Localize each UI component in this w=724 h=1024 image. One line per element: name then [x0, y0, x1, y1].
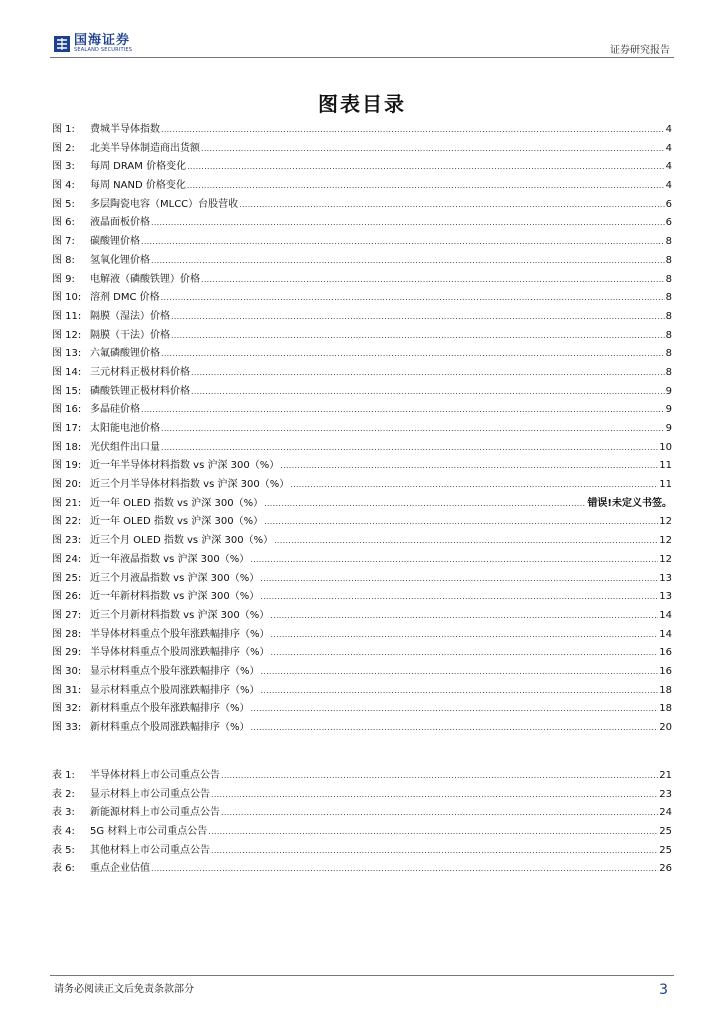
toc-dot-leader	[151, 860, 658, 879]
figure-toc-entry[interactable]	[52, 177, 672, 196]
toc-dot-leader	[264, 495, 586, 514]
toc-entry-title[interactable]: 近一年 OLED 指数 vs 沪深 300（%）	[90, 516, 264, 528]
figure-toc-entry[interactable]	[52, 214, 672, 233]
toc-entry-title[interactable]: 新材料重点个股年涨跌幅排序（%）	[90, 703, 250, 715]
figure-toc-entry[interactable]	[52, 327, 672, 346]
toc-entry-title[interactable]: 太阳能电池价格	[90, 423, 160, 434]
toc-dot-leader	[261, 682, 659, 701]
toc-entry-label: 图 7:	[52, 236, 75, 248]
toc-entry-title[interactable]: 氢氧化锂价格	[90, 254, 150, 266]
toc-entry-title[interactable]: 多层陶瓷电容（MLCC）台股营收	[90, 198, 239, 210]
toc-entry-title[interactable]: 半导体材料重点个股周涨跌幅排序（%）	[90, 647, 270, 659]
toc-entry-title[interactable]: 近一年新材料指数 vs 沪深 300（%）	[90, 591, 260, 603]
toc-entry-label: 图 12:	[52, 329, 82, 341]
figure-toc-entry[interactable]	[52, 308, 672, 327]
toc-entry-label: 图 33:	[52, 722, 82, 733]
toc-dot-leader	[251, 719, 659, 738]
figure-toc-entry[interactable]	[52, 420, 672, 439]
toc-entry-page: 8	[665, 292, 672, 304]
figure-toc-entry[interactable]	[52, 495, 672, 514]
figure-toc-entry[interactable]	[52, 607, 672, 626]
figure-toc-entry[interactable]	[52, 457, 672, 476]
toc-entry-title[interactable]: 近一年半导体材料指数 vs 沪深 300（%）	[90, 460, 280, 472]
toc-entry-page: 21	[659, 770, 672, 781]
toc-dot-leader	[250, 551, 658, 570]
toc-entry-page: 25	[659, 844, 672, 856]
toc-dot-leader	[264, 513, 658, 532]
toc-entry-title[interactable]: 隔膜（湿法）价格	[90, 310, 170, 322]
toc-entry-title[interactable]: 新能源材料上市公司重点公告	[90, 807, 220, 819]
toc-dot-leader	[151, 252, 665, 271]
toc-dot-leader	[271, 644, 659, 663]
table-toc-entry[interactable]	[52, 842, 672, 861]
toc-entry-title[interactable]: 碳酸锂价格	[90, 236, 140, 248]
toc-entry-label: 图 14:	[52, 366, 82, 378]
toc-dot-leader	[261, 663, 659, 682]
toc-entry-page: 8	[665, 329, 672, 341]
toc-entry-title[interactable]: 液晶面板价格	[90, 217, 150, 229]
toc-entry-page: 11	[659, 479, 672, 491]
toc-dot-leader	[211, 842, 658, 861]
figure-toc-entry[interactable]	[52, 682, 672, 701]
toc-entry-page: 14	[659, 609, 672, 621]
toc-entry-page: 26	[659, 863, 672, 875]
page-number: 3	[659, 982, 668, 998]
toc-dot-leader	[201, 140, 665, 159]
toc-entry-title[interactable]: 近三个月新材料指数 vs 沪深 300（%）	[90, 609, 270, 621]
toc-entry-label: 表 2:	[52, 788, 75, 800]
toc-entry-page: 9	[665, 385, 672, 397]
toc-entry-title[interactable]: 六氟磷酸锂价格	[90, 348, 160, 360]
figure-toc-entry[interactable]	[52, 233, 672, 252]
figure-toc-entry[interactable]	[52, 476, 672, 495]
toc-dot-leader	[201, 271, 665, 290]
toc-entry-label: 图 15:	[52, 385, 82, 397]
toc-dot-leader	[161, 121, 665, 140]
toc-entry-page: 8	[665, 254, 672, 266]
table-toc-entry[interactable]	[52, 823, 672, 842]
footer-disclaimer: 请务必阅读正文后免责条款部分	[54, 984, 194, 995]
toc-entry-title[interactable]: 三元材料正极材料价格	[90, 366, 190, 378]
figure-toc-entry[interactable]	[52, 588, 672, 607]
toc-entry-label: 图 27:	[52, 609, 82, 621]
figure-toc-entry[interactable]	[52, 551, 672, 570]
toc-entry-title[interactable]: 磷酸铁锂正极材料价格	[90, 385, 190, 397]
toc-entry-label: 图 23:	[52, 535, 82, 547]
figure-toc-entry[interactable]	[52, 570, 672, 589]
toc-dot-leader	[151, 214, 665, 233]
figure-toc-entry[interactable]	[52, 364, 672, 383]
figure-toc-entry[interactable]	[52, 719, 672, 738]
toc-entry-page: 13	[659, 591, 672, 603]
toc-entry-page: 11	[659, 460, 672, 472]
toc-dot-leader	[161, 439, 658, 458]
toc-entry-label: 图 20:	[52, 479, 82, 491]
toc-entry-label: 图 29:	[52, 647, 82, 659]
toc-entry-page: 24	[659, 807, 672, 819]
toc-entry-title[interactable]: 光伏组件出口量	[90, 441, 160, 453]
figure-toc-entry[interactable]	[52, 289, 672, 308]
toc-entry-page: 4	[665, 180, 672, 192]
toc-entry-title[interactable]: 显示材料上市公司重点公告	[90, 788, 210, 800]
figure-toc-entry[interactable]	[52, 663, 672, 682]
figure-toc-entry[interactable]	[52, 158, 672, 177]
toc-entry-page: 8	[665, 348, 672, 360]
toc-entry-label: 图 8:	[52, 254, 75, 266]
page-header	[0, 0, 724, 60]
figure-toc-entry[interactable]	[52, 700, 672, 719]
figure-toc-entry[interactable]	[52, 121, 672, 140]
toc-dot-leader	[161, 345, 665, 364]
toc-entry-title[interactable]: 溶剂 DMC 价格	[90, 292, 160, 304]
figure-toc-entry[interactable]	[52, 196, 672, 215]
figure-toc-entry[interactable]	[52, 383, 672, 402]
toc-dot-leader	[239, 196, 664, 215]
toc-entry-label: 图 13:	[52, 348, 82, 360]
toc-entry-page: 14	[659, 628, 672, 640]
toc-entry-label: 图 16:	[52, 404, 82, 416]
sealand-logo-icon	[54, 36, 70, 52]
toc-entry-title[interactable]: 费城半导体指数	[90, 124, 160, 135]
toc-dot-leader	[171, 327, 665, 346]
toc-entry-title[interactable]: 近三个月液晶指数 vs 沪深 300（%）	[90, 572, 260, 584]
figure-toc-entry[interactable]	[52, 140, 672, 159]
toc-entry-page: 12	[659, 535, 672, 547]
toc-entry-title[interactable]: 多晶硅价格	[90, 404, 140, 416]
toc-entry-label: 图 24:	[52, 553, 82, 565]
toc-entry-label: 图 9:	[52, 273, 75, 285]
figure-toc-entry[interactable]	[52, 401, 672, 420]
toc-dot-leader	[171, 308, 665, 327]
toc-entry-page: 8	[665, 273, 672, 285]
figure-toc-entry[interactable]	[52, 626, 672, 645]
figure-toc-entry[interactable]	[52, 532, 672, 551]
toc-entry-label: 图 25:	[52, 572, 82, 584]
toc-entry-label: 图 31:	[52, 684, 82, 696]
footer-divider	[50, 975, 674, 976]
toc-entry-title[interactable]: 半导体材料上市公司重点公告	[90, 770, 220, 781]
toc-entry-label: 图 3:	[52, 161, 75, 173]
toc-entry-label: 图 32:	[52, 703, 82, 715]
toc-entry-title[interactable]: 北美半导体制造商出货额	[90, 142, 200, 154]
toc-dot-leader	[141, 233, 665, 252]
toc-dot-leader	[211, 786, 658, 805]
toc-entry-page: 18	[659, 703, 672, 715]
figure-toc-entry[interactable]	[52, 644, 672, 663]
toc-entry-page: 8	[665, 236, 672, 248]
toc-dot-leader	[187, 158, 665, 177]
toc-entry-title[interactable]: 近三个月 OLED 指数 vs 沪深 300（%）	[90, 535, 274, 547]
toc-entry-label: 图 1:	[52, 124, 75, 135]
toc-entry-label: 图 5:	[52, 198, 75, 210]
figure-toc-entry[interactable]	[52, 345, 672, 364]
toc-dot-leader	[191, 364, 665, 383]
toc-entry-title[interactable]: 每周 DRAM 价格变化	[90, 161, 187, 173]
report-type-label: 证券研究报告	[610, 45, 670, 56]
toc-entry-label: 图 10:	[52, 292, 82, 304]
toc-dot-leader	[260, 570, 658, 589]
toc-entry-title[interactable]: 近一年 OLED 指数 vs 沪深 300（%）	[90, 497, 264, 509]
figure-toc-list	[52, 121, 672, 738]
toc-entry-page: 23	[659, 788, 672, 800]
toc-dot-leader	[161, 420, 665, 439]
logo-english-name: SEALAND SECURITIES	[74, 47, 133, 53]
toc-entry-label: 表 4:	[52, 826, 75, 838]
toc-entry-label: 表 5:	[52, 844, 75, 856]
toc-entry-page: 6	[665, 198, 672, 210]
toc-entry-label: 图 30:	[52, 665, 82, 677]
toc-dot-leader	[187, 177, 665, 196]
table-toc-entry[interactable]	[52, 767, 672, 786]
toc-entry-title[interactable]: 显示材料重点个股周涨跌幅排序（%）	[90, 684, 260, 696]
toc-entry-label: 图 26:	[52, 591, 82, 603]
toc-entry-title[interactable]: 显示材料重点个股年涨跌幅排序（%）	[90, 665, 260, 677]
toc-entry-page: 4	[665, 142, 672, 154]
toc-entry-page: 13	[659, 572, 672, 584]
toc-entry-page: 12	[659, 553, 672, 565]
toc-entry-title[interactable]: 新材料重点个股周涨跌幅排序（%）	[90, 722, 250, 733]
table-toc-entry[interactable]	[52, 786, 672, 805]
toc-entry-label: 图 19:	[52, 460, 82, 472]
toc-entry-page: 16	[659, 665, 672, 677]
toc-entry-page: 25	[659, 826, 672, 838]
table-toc-entry[interactable]	[52, 804, 672, 823]
toc-entry-page: 10	[659, 441, 672, 453]
toc-dot-leader	[251, 700, 659, 719]
toc-entry-title[interactable]: 近一年液晶指数 vs 沪深 300（%）	[90, 553, 250, 565]
toc-entry-label: 图 11:	[52, 310, 82, 322]
figure-toc-entry[interactable]	[52, 513, 672, 532]
toc-entry-page: 16	[659, 647, 672, 659]
toc-entry-label: 图 28:	[52, 628, 82, 640]
toc-dot-leader	[271, 626, 659, 645]
header-divider	[50, 57, 674, 58]
table-toc-entry[interactable]	[52, 860, 672, 879]
toc-dot-leader	[274, 532, 658, 551]
toc-entry-page: 20	[659, 722, 672, 733]
toc-entry-page: 4	[665, 161, 672, 173]
toc-entry-label: 图 22:	[52, 516, 82, 528]
toc-entry-page: 6	[665, 217, 672, 229]
toc-entry-title[interactable]: 半导体材料重点个股年涨跌幅排序（%）	[90, 628, 270, 640]
toc-dot-leader	[161, 289, 665, 308]
toc-entry-label: 图 18:	[52, 441, 82, 453]
toc-entry-title[interactable]: 其他材料上市公司重点公告	[90, 844, 210, 856]
company-logo	[54, 34, 132, 53]
table-toc-list	[52, 767, 672, 879]
toc-dot-leader	[270, 607, 658, 626]
toc-error-message: 错误!未定义书签。	[587, 497, 672, 509]
toc-entry-label: 图 2:	[52, 142, 75, 154]
logo-chinese-name: 国海证券	[74, 33, 131, 48]
toc-dot-leader	[208, 823, 658, 842]
toc-entry-page: 9	[665, 423, 672, 434]
toc-entry-page: 12	[659, 516, 672, 528]
toc-entry-title[interactable]: 近三个月半导体材料指数 vs 沪深 300（%）	[90, 479, 290, 491]
toc-entry-page: 9	[665, 404, 672, 416]
toc-entry-page: 18	[659, 684, 672, 696]
toc-dot-leader	[221, 767, 658, 786]
toc-entry-label: 表 6:	[52, 863, 75, 875]
toc-entry-title[interactable]: 重点企业估值	[90, 863, 150, 875]
toc-entry-label: 图 4:	[52, 180, 75, 192]
toc-entry-page: 4	[665, 124, 672, 135]
toc-entry-page: 8	[665, 366, 672, 378]
toc-entry-label: 表 1:	[52, 770, 75, 781]
toc-dot-leader	[290, 476, 658, 495]
toc-dot-leader	[280, 457, 658, 476]
toc-entry-label: 图 21:	[52, 497, 82, 509]
toc-entry-title[interactable]: 电解液（磷酸铁锂）价格	[90, 273, 200, 285]
toc-entry-label: 图 6:	[52, 217, 75, 229]
toc-dot-leader	[141, 401, 665, 420]
page-title: 图表目录	[318, 92, 406, 116]
figure-toc-entry[interactable]	[52, 271, 672, 290]
toc-entry-page: 8	[665, 310, 672, 322]
toc-entry-label: 表 3:	[52, 807, 75, 819]
figure-toc-entry[interactable]	[52, 439, 672, 458]
figure-toc-entry[interactable]	[52, 252, 672, 271]
toc-dot-leader	[260, 588, 658, 607]
toc-entry-title[interactable]: 隔膜（干法）价格	[90, 329, 170, 341]
toc-dot-leader	[221, 804, 658, 823]
toc-dot-leader	[191, 383, 665, 402]
toc-entry-title[interactable]: 每周 NAND 价格变化	[90, 180, 186, 192]
toc-entry-label: 图 17:	[52, 423, 82, 434]
toc-entry-title[interactable]: 5G 材料上市公司重点公告	[90, 826, 208, 838]
